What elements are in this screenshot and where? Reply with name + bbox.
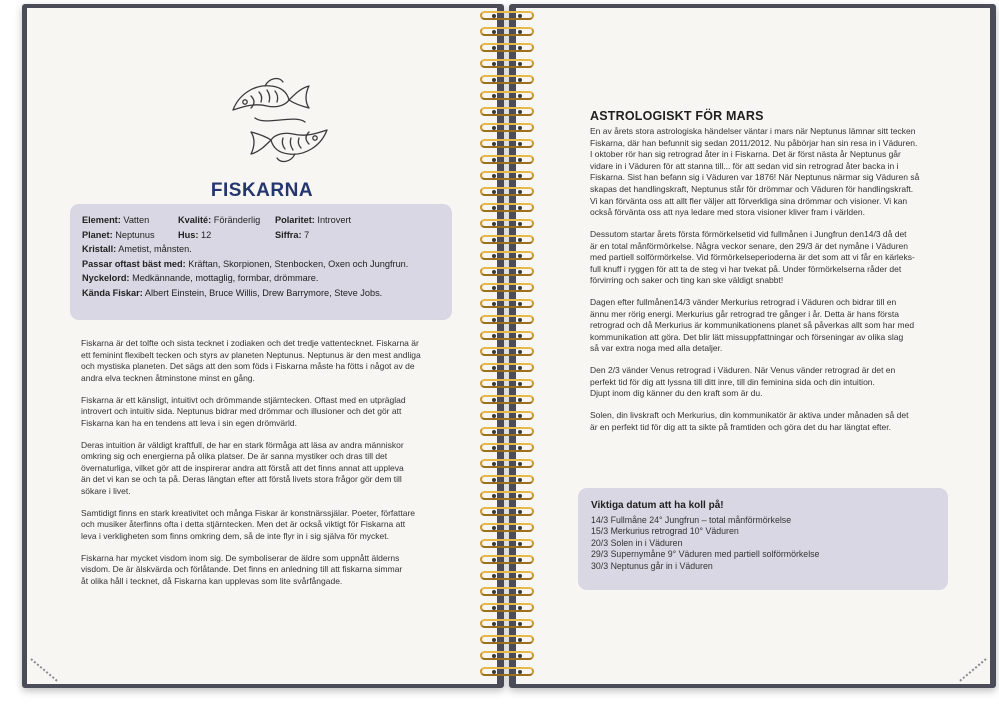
- sign-info-box: [70, 204, 452, 320]
- spiral-ring: [476, 250, 538, 262]
- kristall-label: Kristall:: [82, 244, 117, 254]
- text-line: En av årets stora astrologiska händelser väntar i mars när Neptunus lämnar sitt tecken: [590, 126, 916, 136]
- spiral-ring: [476, 58, 538, 70]
- spiral-ring: [476, 266, 538, 278]
- text-line: Fiskarna är ett känsligt, intuitivt och drömmande stjärntecken. Oftast med en utpräglad: [81, 394, 406, 405]
- right-page: [516, 8, 990, 684]
- astro-title: ASTROLOGISKT FÖR MARS: [590, 109, 764, 123]
- polaritet-value: Introvert: [317, 215, 352, 225]
- left-page-paragraph: [81, 553, 451, 588]
- date-item: 20/3 Solen in i Väduren: [591, 537, 683, 548]
- hus-label: Hus:: [178, 229, 199, 240]
- text-line: Dagen efter fullmånen14/3 vänder Merkurius retrograd i Väduren och bidrar till en: [590, 297, 897, 308]
- polaritet-label: Polaritet:: [275, 215, 315, 225]
- spiral-ring: [476, 154, 538, 166]
- text-line: full knuff i ryggen för att ta de steg vi har tvekat på. Under förmörkelserna råder det: [590, 263, 902, 274]
- text-line: Vi kan förvänta oss att allt fler väljer att förverkliga sina drömmar och visioner. Vi kan: [590, 195, 908, 206]
- right-page-paragraph: [590, 365, 970, 400]
- siffra-label: Siffra:: [275, 229, 302, 240]
- text-line: åt olika håll i tecknet, då Fiskarna kan upplevas som lite svårfångade.: [81, 575, 343, 586]
- right-page-paragraph: [590, 229, 970, 287]
- spiral-ring: [476, 394, 538, 406]
- left-page-paragraph: [81, 508, 451, 543]
- dates-list: [591, 515, 936, 572]
- text-line: Djupt inom dig känner du den kraft som är du.: [590, 388, 763, 399]
- left-page-paragraph: [81, 338, 451, 384]
- kvalite-label: Kvalité:: [178, 215, 212, 225]
- spiral-ring: [476, 218, 538, 230]
- kanda-label: Kända Fiskar:: [82, 287, 143, 298]
- text-line: kommunikation att göra. Det blir lätt missuppfattningar och förseningar av olika slag: [590, 331, 904, 342]
- important-dates-box: [578, 488, 948, 590]
- pisces-fish-icon: [225, 72, 335, 167]
- kristall-value: Ametist, månsten.: [118, 244, 192, 254]
- spiral-ring: [476, 298, 538, 310]
- spiral-binding: [476, 10, 538, 685]
- right-body-text: [590, 126, 970, 444]
- siffra-value: 7: [304, 229, 310, 240]
- spiral-ring: [476, 618, 538, 630]
- hus-value: 12: [200, 229, 212, 240]
- spiral-ring: [476, 90, 538, 102]
- spiral-ring: [476, 634, 538, 646]
- left-page-paragraph: [81, 395, 451, 430]
- text-line: sökare i livet.: [81, 485, 131, 496]
- left-page-paragraph: [81, 440, 451, 498]
- spiral-ring: [476, 74, 538, 86]
- text-line: visdom. De är älskvärda och förlåtande. Det finns en anledning till att fiskarna simmar: [81, 564, 403, 575]
- info-row-kanda: [82, 287, 440, 302]
- spiral-ring: [476, 650, 538, 662]
- page-corner-dots: [30, 658, 57, 681]
- date-item: 30/3 Neptunus går in i Väduren: [591, 560, 713, 571]
- text-line: leva i verkligheten som finns omkring dem, så de inte flyr in i sig själva för mycket.: [81, 530, 390, 541]
- info-row-element: [82, 214, 440, 229]
- text-line: skapas det handlingskraft, Neptunus står för drömmar och Väduren för handlingskraft.: [590, 183, 914, 194]
- sign-title: FISKARNA: [210, 180, 314, 201]
- date-item: 15/3 Merkurius retrograd 10° Väduren: [591, 526, 739, 537]
- element-label: Element:: [82, 215, 121, 225]
- spiral-ring: [476, 538, 538, 550]
- text-line: också förvänta oss att nya ledare med stora visioner kliver fram i världen.: [590, 207, 865, 218]
- text-line: än det vi kan se och ta på. Deras längtan efter att förstå livets stora frågor gör dem till: [81, 474, 402, 485]
- passar-value: Kräftan, Skorpionen, Stenbocken, Oxen och Jungfrun.: [188, 258, 409, 269]
- date-item: 14/3 Fullmåne 24° Jungfrun – total månförmörkelse: [591, 515, 792, 525]
- text-line: Fiskarna, där han befunnit sig sedan 2011/2012. Nu påbörjar han sin resa in i Väduren.: [590, 137, 918, 148]
- date-item: 29/3 Supernymåne 9° Väduren med partiell solförmörkelse: [591, 549, 820, 560]
- right-page-paragraph: [590, 126, 970, 219]
- spiral-ring: [476, 138, 538, 150]
- text-line: och mystiska planeten. Det sägs att den som föds i Fiskarna måste ha fötts i något av de: [81, 361, 415, 372]
- spiral-ring: [476, 586, 538, 598]
- spiral-ring: [476, 602, 538, 614]
- text-line: Dessutom startar årets första förmörkelsetid vid fullmånen i Jungfrun den14/3 då det: [590, 228, 907, 239]
- spiral-ring: [476, 490, 538, 502]
- info-row-planet: [82, 229, 440, 244]
- text-line: med partiell solförmörkelse. Vid förmörkelseperioderna är det som att vi får en kärleks-: [590, 252, 915, 263]
- text-line: introvert och intuitiv sida. Neptunus bidrar med drömmar och illusioner och det gör att: [81, 406, 402, 417]
- left-body-text: [81, 338, 451, 598]
- text-line: vidare in i Väduren för att stanna till... för att sedan vid sin retrograd åter backa in i: [590, 160, 899, 171]
- spiral-ring: [476, 42, 538, 54]
- spiral-ring: [476, 346, 538, 358]
- text-line: och musiker återfinns ofta i detta stjärntecken. Men det är också viktigt för Fiskarna att: [81, 519, 406, 530]
- nyckelord-value: Medkännande, mottaglig, formbar, drömmare.: [132, 273, 319, 283]
- spiral-ring: [476, 378, 538, 390]
- text-line: ett feminint flexibelt tecken och styrs av planeten Neptunus. Neptunus är den mest andliga: [81, 349, 421, 360]
- spiral-ring: [476, 10, 538, 22]
- text-line: ännu mer rörig energi. Merkurius går retrograd tre gånger i år. Detta är hans första: [590, 308, 899, 319]
- text-line: Deras intuition är väldigt kraftfull, de har en stark förmåga att läsa av andra människor: [81, 439, 404, 450]
- text-line: omkring sig och energierna på olika platser. De är sanna mystiker och dras till det: [81, 451, 388, 462]
- page-corner-dots: [959, 658, 986, 681]
- spiral-ring: [476, 666, 538, 678]
- spiral-ring: [476, 314, 538, 326]
- spiral-ring: [476, 234, 538, 246]
- spiral-ring: [476, 106, 538, 118]
- text-line: retrograd och då Merkurius är kommunikationens planet så påverkas allt som har med: [590, 320, 915, 331]
- planet-label: Planet:: [82, 229, 113, 240]
- text-line: Den 2/3 vänder Venus retrograd i Väduren. När Venus vänder retrograd är det en: [590, 365, 896, 376]
- right-page-paragraph: [590, 410, 970, 433]
- spiral-ring: [476, 26, 538, 38]
- spiral-ring: [476, 426, 538, 438]
- planet-value: Neptunus: [115, 229, 155, 240]
- spiral-ring: [476, 474, 538, 486]
- element-value: Vatten: [123, 215, 150, 225]
- spiral-ring: [476, 362, 538, 374]
- text-line: Fiskarna är det tolfte och sista tecknet i zodiaken och det tredje vattentecknet. Fiskarna är: [81, 338, 419, 348]
- dates-title: Viktiga datum att ha koll på!: [591, 500, 724, 511]
- text-line: Fiskarna. Sist han befann sig i Väduren var 1876! När Neptunus närmar sig Väduren så: [590, 172, 920, 183]
- text-line: Solen, din livskraft och Merkurius, din kommunikatör är aktiva under månaden så det: [590, 410, 909, 421]
- text-line: andra elva tecknen åtminstone minst en gång.: [81, 372, 255, 383]
- text-line: I oktober rör han sig retrograd åter in i Fiskarna. Det är först nästa år Neptunus går: [590, 149, 901, 160]
- nyckelord-label: Nyckelord:: [82, 273, 130, 283]
- text-line: perfekt tid för dig att lyssna till ditt inre, till din feminina sida och din intuition.: [590, 376, 875, 387]
- text-line: är en total månförmörkelse. Några veckor senare, den 29/3 är det nymåne i Väduren: [590, 240, 908, 251]
- spiral-ring: [476, 506, 538, 518]
- spiral-ring: [476, 458, 538, 470]
- spiral-ring: [476, 186, 538, 198]
- spiral-ring: [476, 330, 538, 342]
- right-page-paragraph: [590, 297, 970, 355]
- spiral-ring: [476, 442, 538, 454]
- spiral-ring: [476, 122, 538, 134]
- spiral-ring: [476, 170, 538, 182]
- text-line: Fiskarna har mycket visdom inom sig. De symboliserar de äldre som uppnått älderns: [81, 552, 400, 563]
- info-row-kristall: [82, 243, 440, 258]
- left-page: [27, 8, 497, 684]
- info-row-passar: [82, 258, 440, 273]
- passar-label: Passar oftast bäst med:: [82, 258, 186, 269]
- info-row-nyckelord: [82, 272, 440, 287]
- text-line: så var extra noga med alla detaljer.: [590, 343, 723, 354]
- text-line: förvirring och saker och ting kan ske väldigt snabbt!: [590, 275, 784, 286]
- kvalite-value: Föränderlig: [213, 215, 261, 225]
- text-line: Fiskarna kan ha en tendens att leva i sin egen drömvärld.: [81, 417, 297, 428]
- spiral-ring: [476, 410, 538, 422]
- kanda-value: Albert Einstein, Bruce Willis, Drew Barrymore, Steve Jobs.: [144, 287, 383, 298]
- spiral-ring: [476, 202, 538, 214]
- spiral-ring: [476, 570, 538, 582]
- text-line: övernaturliga, vilket gör att de inspirerar andra att förstå att det finns annat att uppleva: [81, 462, 404, 473]
- spiral-ring: [476, 282, 538, 294]
- spiral-ring: [476, 554, 538, 566]
- spiral-ring: [476, 522, 538, 534]
- text-line: Samtidigt finns en stark kreativitet och många Fiskar är konstnärssjälar. Poeter, författare: [81, 507, 416, 518]
- text-line: är en perfekt tid för dig att ta sikte på framtiden och göra det du har längtat efter.: [590, 421, 891, 432]
